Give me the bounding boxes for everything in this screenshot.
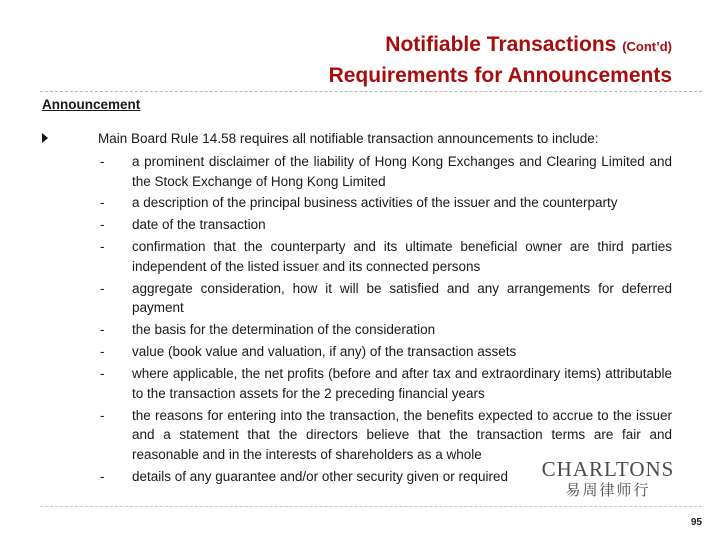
list-item-text: a prominent disclaimer of the liability of Hong Kong Exchanges and Clearing Limited and the Stock Exchange of Hong Kong Limited [132, 154, 672, 189]
dash-marker: - [100, 407, 105, 423]
page-number: 95 [690, 517, 702, 528]
arrow-bullet-icon [42, 133, 48, 143]
dash-marker: - [100, 322, 105, 338]
list-item-text: aggregate consideration, how it will be satisfied and any arrangements for deferred payment [132, 280, 672, 316]
dash-marker: - [100, 366, 105, 382]
list-item [100, 406, 672, 465]
dash-marker: - [100, 280, 105, 296]
dash-marker: - [100, 195, 105, 211]
dash-marker: - [100, 344, 105, 360]
section-heading: Announcement [42, 97, 141, 112]
list-item-text: value (book value and valuation, if any) of the transaction assets [132, 344, 517, 360]
dash-marker: - [100, 239, 105, 255]
dash-marker: - [100, 217, 105, 233]
requirements-list [100, 152, 672, 488]
page-subtitle: Requirements for Announcements [328, 64, 672, 87]
list-item-text: the reasons for entering into the transaction, the benefits expected to accrue to the issuer and a statement that the directors believe that the transaction terms are fair and reasonable and in the interests of shareholders as a whole [132, 407, 672, 462]
charltons-logo [530, 457, 686, 500]
list-item [100, 320, 672, 340]
list-item-text: the basis for the determination of the consideration [132, 322, 436, 338]
footer-divider [40, 506, 702, 507]
list-item [100, 215, 672, 235]
list-item [100, 193, 672, 213]
list-item [100, 364, 672, 403]
logo-name-chinese: 易周律师行 [565, 481, 651, 499]
list-item-text: details of any guarantee and/or other security given or required [132, 468, 508, 484]
list-item-text: date of the transaction [132, 217, 266, 233]
list-item [100, 279, 672, 318]
dash-marker: - [100, 468, 105, 484]
list-item [100, 237, 672, 276]
list-item-text: confirmation that the counterparty and its ultimate beneficial owner are third parties independent of the listed issuer and its connected persons [132, 239, 672, 274]
page-header [329, 30, 672, 90]
title-continued: (Cont’d) [622, 39, 672, 54]
logo-name-english: CHARLTONS [541, 457, 675, 481]
title-main: Notifiable Transactions [385, 33, 617, 56]
dash-marker: - [100, 154, 105, 169]
page-title [329, 30, 672, 61]
list-item-text: a description of the principal business activities of the issuer and the counterparty [132, 195, 618, 211]
intro-text: Main Board Rule 14.58 requires all notifiable transaction announcements to include: [98, 131, 599, 146]
list-item-text: where applicable, the net profits (before and after tax and extraordinary items) attributable to the transaction assets for the 2 preceding financial years [132, 366, 672, 401]
header-divider [40, 91, 702, 92]
list-item [100, 342, 672, 362]
list-item [100, 152, 672, 191]
